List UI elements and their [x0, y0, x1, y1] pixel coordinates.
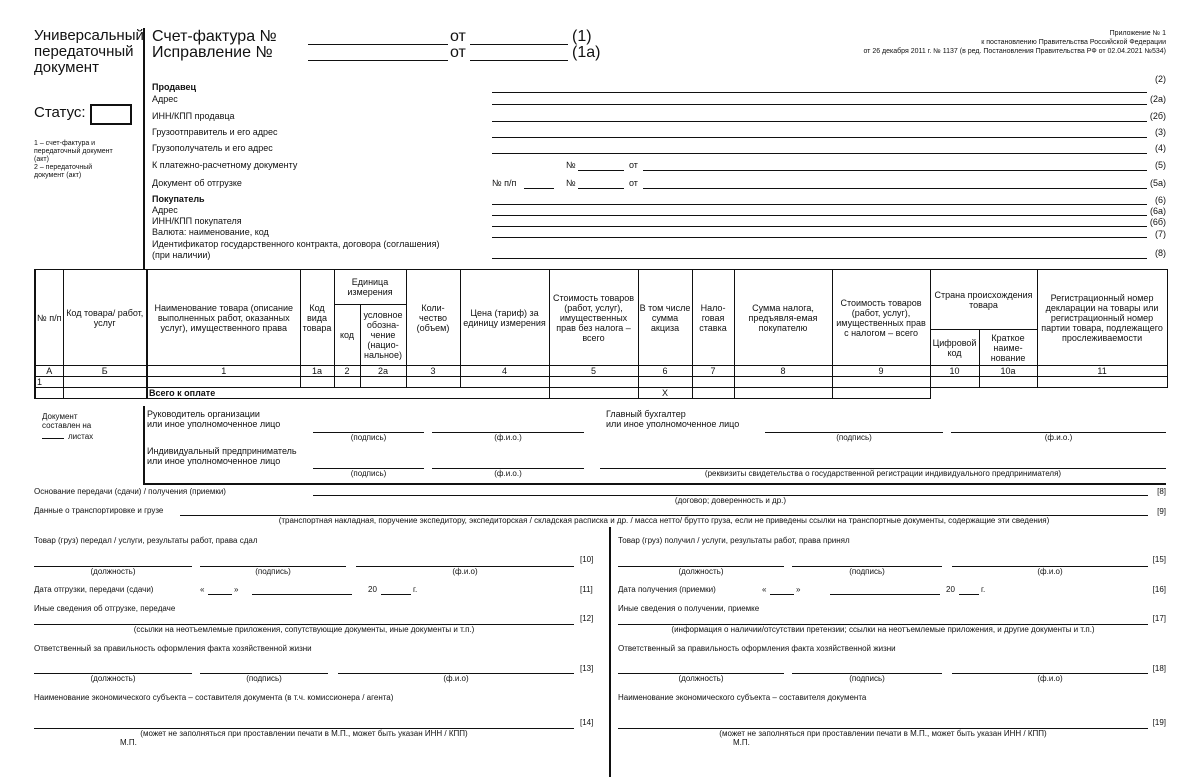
recv-sign-caption: (подпись)	[849, 567, 885, 576]
buyer-inn-line[interactable]	[492, 226, 1147, 227]
th-name: Наименование товара (описание выполненных работ, оказанных услуг), имущественного права	[147, 270, 300, 366]
table-cell[interactable]	[979, 377, 1037, 388]
handed-sign-caption: (подпись)	[255, 567, 291, 576]
payment-date-line[interactable]	[643, 170, 1147, 171]
total-cost-tax[interactable]	[832, 388, 930, 399]
recv-quote-open: «	[762, 585, 767, 594]
recv-resp-sign-caption: (подпись)	[849, 674, 885, 683]
code-6: (6)	[1155, 195, 1166, 205]
table-cell[interactable]	[300, 377, 334, 388]
th-country-code: Цифровой код	[930, 330, 979, 366]
seller-address-line[interactable]	[492, 104, 1147, 105]
code-8: (8)	[1155, 248, 1166, 258]
table-cell	[35, 388, 63, 399]
code-13: [13]	[580, 664, 594, 673]
payment-num-sign: №	[566, 160, 576, 170]
sheets-line[interactable]	[42, 438, 64, 439]
code-11: [11]	[580, 585, 593, 594]
th-excise: В том числе сумма акциза	[638, 270, 692, 366]
recv-other-caption: (информация о наличии/отсутствии претензии; ссылки на неотъемлемые приложения, и другие документы и т.п.)	[671, 625, 1095, 634]
recv-year-line[interactable]	[959, 594, 979, 595]
ship-year-prefix: 20	[368, 585, 377, 594]
code-7: (7)	[1155, 229, 1166, 239]
currency-line[interactable]	[492, 237, 1147, 238]
currency-label: Валюта: наименование, код	[152, 227, 269, 237]
status-note: 1 – счет-фактура и передаточный документ (акт) 2 – передаточный документ (акт)	[34, 140, 113, 179]
shipment-doc-label: Документ об отгрузке	[152, 178, 242, 188]
table-cell	[692, 388, 734, 399]
th-cost-no-tax: Стоимость товаров (работ, услуг), имущественных прав без налога – всего	[549, 270, 638, 366]
table-cell[interactable]	[360, 377, 406, 388]
recv-entity-caption: (может не заполняться при проставлении печати в М.П., может быть указан ИНН / КПП)	[719, 729, 1047, 738]
col-num: 1	[147, 366, 300, 377]
chief-acc-label: Главный бухгалтер или иное уполномоченное лицо	[606, 409, 740, 429]
entrepreneur-label: Индивидуальный предприниматель или иное уполномоченное лицо	[147, 446, 297, 466]
total-cost-no-tax[interactable]	[549, 388, 638, 399]
col-num: 11	[1037, 366, 1167, 377]
sign-bottom-line	[143, 483, 1166, 485]
buyer-inn-label: ИНН/КПП покупателя	[152, 216, 242, 226]
basis-caption: (договор; доверенность и др.)	[674, 496, 787, 505]
status-label: Статус:	[34, 104, 86, 121]
col-num: Б	[63, 366, 147, 377]
entr-reg-caption: (реквизиты свидетельства о государственной регистрации индивидуального предпринимателя)	[704, 469, 1062, 478]
chief-fio-caption: (ф.и.о.)	[1044, 433, 1073, 442]
col-num: 5	[549, 366, 638, 377]
ship-other-label: Иные сведения об отгрузке, передаче	[34, 604, 176, 613]
table-cell[interactable]	[63, 377, 147, 388]
ship-responsible-label: Ответственный за правильность оформления факта хозяйственной жизни	[34, 644, 312, 653]
ship-year-suffix: г.	[413, 585, 418, 594]
table-cell	[63, 388, 147, 399]
th-rate: Нало-говая ставка	[692, 270, 734, 366]
ship-day-line[interactable]	[208, 594, 232, 595]
consignor-label: Грузоотправитель и его адрес	[152, 127, 278, 137]
resp-pos-caption: (должность)	[90, 674, 136, 683]
handed-pos-caption: (должность)	[90, 567, 136, 576]
handed-fio-caption: (ф.и.о)	[452, 567, 478, 576]
total-x: X	[638, 388, 692, 399]
shipment-row-num: № п/п	[492, 178, 517, 188]
th-qty: Коли-чество (объем)	[406, 270, 460, 366]
invoice-number-line[interactable]	[308, 44, 448, 45]
recv-responsible-label: Ответственный за правильность оформления факта хозяйственной жизни	[618, 644, 896, 653]
col-num: 9	[832, 366, 930, 377]
table-cell[interactable]	[832, 377, 930, 388]
correction-from: от	[450, 44, 466, 61]
ship-other-caption: (ссылки на неотъемлемые приложения, сопутствующие документы, иные документы и т.п.)	[133, 625, 475, 634]
table-row	[35, 377, 1167, 388]
buyer-label: Покупатель	[152, 194, 205, 204]
col-num: 6	[638, 366, 692, 377]
recv-month-line[interactable]	[830, 594, 940, 595]
code-5a: (5а)	[1149, 178, 1166, 188]
code-14: [14]	[580, 718, 594, 727]
col-num: 10	[930, 366, 979, 377]
th-country-name: Краткое наиме-нование	[979, 330, 1037, 366]
entity-caption: (может не заполняться при проставлении печати в М.П., может быть указан ИНН / КПП)	[140, 729, 468, 738]
head-fio-caption: (ф.и.о.)	[494, 433, 522, 442]
code-6a: (6а)	[1149, 206, 1166, 216]
th-tax-sum: Сумма налога, предъявля-емая покупателю	[734, 270, 832, 366]
shipment-num-line[interactable]	[578, 188, 624, 189]
recv-entity-label: Наименование экономического субъекта – составителя документа	[618, 693, 867, 702]
invoice-from: от	[450, 28, 466, 45]
code-6b: (6б)	[1149, 217, 1166, 227]
col-num: 7	[692, 366, 734, 377]
col-num: 8	[734, 366, 832, 377]
recv-year-suffix: г.	[981, 585, 986, 594]
transport-label: Данные о транспортировке и грузе	[34, 506, 164, 515]
total-label: Всего к оплате	[147, 388, 549, 399]
code-1a: (1а)	[572, 44, 601, 61]
seller-label: Продавец	[152, 82, 197, 92]
code-8b: [8]	[1157, 487, 1166, 496]
doc-compiled: Документ составлен на	[42, 412, 92, 430]
goods-table	[34, 269, 1168, 399]
entr-fio-caption: (ф.и.о.)	[494, 469, 522, 478]
recv-resp-pos-caption: (должность)	[678, 674, 724, 683]
code-2: (2)	[1155, 74, 1166, 84]
col-num: 2а	[360, 366, 406, 377]
seller-inn-label: ИНН/КПП продавца	[152, 111, 235, 121]
recv-other-label: Иные сведения о получении, приемке	[618, 604, 760, 613]
code-9: [9]	[1157, 507, 1166, 516]
recv-quote-close: »	[796, 585, 801, 594]
header-divider	[143, 28, 145, 269]
buyer-line[interactable]	[492, 204, 1147, 205]
th-unit-name: условное обозна-чение (нацио-нальное)	[360, 305, 406, 366]
table-cell[interactable]	[692, 377, 734, 388]
payment-num-line[interactable]	[578, 170, 624, 171]
shipment-row-line[interactable]	[524, 188, 554, 189]
code-2b: (2б)	[1149, 111, 1166, 121]
col-num: 2	[334, 366, 360, 377]
contract-id-line[interactable]	[492, 258, 1147, 259]
th-reg: Регистрационный номер декларации на товары или регистрационный номер партии товара, подлежащего прослеживаемости	[1037, 270, 1167, 366]
head-org-label: Руководитель организации или иное уполномоченное лицо	[147, 409, 281, 429]
recv-date-label: Дата получения (приемки)	[618, 585, 716, 594]
correction-label: Исправление №	[152, 44, 273, 61]
table-cell[interactable]	[460, 377, 549, 388]
th-price: Цена (тариф) за единицу измерения	[460, 270, 549, 366]
total-row	[35, 388, 1167, 399]
payment-from: от	[629, 160, 638, 170]
seller-line[interactable]	[492, 92, 1147, 93]
recv-year-prefix: 20	[946, 585, 955, 594]
col-num: 10а	[979, 366, 1037, 377]
recv-resp-fio-caption: (ф.и.о)	[1037, 674, 1063, 683]
th-kind: Код вида товара	[300, 270, 334, 366]
resp-fio-caption: (ф.и.о)	[443, 674, 469, 683]
code-19: [19]	[1152, 718, 1166, 727]
buyer-address-label: Адрес	[152, 205, 178, 215]
entr-sign-caption: (подпись)	[350, 469, 387, 478]
handed-label: Товар (груз) передал / услуги, результаты работ, права сдал	[34, 536, 258, 545]
table-cell[interactable]	[406, 377, 460, 388]
col-num: 1а	[300, 366, 334, 377]
contract-id-label: Идентификатор государственного контракта, договора (соглашения) (при наличии)	[152, 239, 440, 260]
code-3: (3)	[1155, 127, 1166, 137]
code-2a: (2а)	[1149, 94, 1166, 104]
code-5: (5)	[1155, 160, 1166, 170]
appendix-note: Приложение № 1 к постановлению Правительства Российской Федерации от 26 декабря 2011 г. № 1137 (в ред. Постановления Правительства РФ от 02.04.2021 №534)	[863, 30, 1166, 55]
code-1: (1)	[572, 28, 592, 45]
col-num: А	[35, 366, 63, 377]
correction-date-line[interactable]	[470, 60, 568, 61]
row-number: 1	[35, 377, 63, 388]
buyer-address-line[interactable]	[492, 215, 1147, 216]
ship-quote-open: «	[200, 585, 205, 594]
table-cell	[930, 388, 1167, 399]
th-unit: Единица измерения	[334, 270, 406, 305]
code-17: [17]	[1152, 614, 1166, 623]
payment-doc-label: К платежно-расчетному документу	[152, 160, 298, 170]
table-cell[interactable]	[638, 377, 692, 388]
entity-label: Наименование экономического субъекта – составителя документа (в т.ч. комиссионера / агента)	[34, 693, 394, 702]
status-box[interactable]	[90, 104, 132, 125]
shipment-date-line[interactable]	[643, 188, 1147, 189]
table-cell[interactable]	[1037, 377, 1167, 388]
table-cell[interactable]	[147, 377, 300, 388]
left-mp: М.П.	[120, 738, 137, 747]
th-cost-tax: Стоимость товаров (работ, услуг), имущественных прав с налогом – всего	[832, 270, 930, 366]
correction-number-line[interactable]	[308, 60, 448, 61]
th-code: Код товара/ работ, услуг	[63, 270, 147, 366]
table-cell[interactable]	[930, 377, 979, 388]
chief-sign-caption: (подпись)	[836, 433, 872, 442]
sign-divider	[143, 406, 145, 484]
right-mp: М.П.	[733, 738, 750, 747]
code-12: [12]	[580, 614, 594, 623]
total-tax-sum[interactable]	[734, 388, 832, 399]
th-country: Страна происхождения товара	[930, 270, 1037, 330]
code-16: [16]	[1152, 585, 1166, 594]
invoice-date-line[interactable]	[470, 44, 568, 45]
table-cell[interactable]	[334, 377, 360, 388]
seller-inn-line[interactable]	[492, 121, 1147, 122]
resp-sign-caption: (подпись)	[246, 674, 282, 683]
transport-caption: (транспортная накладная, поручение экспедитору, экспедиторская / складская расписка и др. / масса нетто/ брутто груза, если не приведены ссылки на транспортные документы, содержащие эти сведения)	[278, 516, 1050, 525]
code-4: (4)	[1155, 143, 1166, 153]
table-cell[interactable]	[549, 377, 638, 388]
ship-quote-close: »	[234, 585, 239, 594]
col-num: 4	[460, 366, 549, 377]
invoice-label: Счет-фактура №	[152, 28, 277, 45]
received-label: Товар (груз) получил / услуги, результаты работ, права принял	[618, 536, 850, 545]
basis-label: Основание передачи (сдачи) / получения (приемки)	[34, 487, 226, 496]
consignee-line[interactable]	[492, 153, 1147, 154]
ship-month-line[interactable]	[252, 594, 352, 595]
head-sign-caption: (подпись)	[350, 433, 387, 442]
consignor-line[interactable]	[492, 137, 1147, 138]
consignee-label: Грузополучатель и его адрес	[152, 143, 273, 153]
col-num: 3	[406, 366, 460, 377]
code-18: [18]	[1152, 664, 1166, 673]
shipment-from: от	[629, 178, 638, 188]
recv-pos-caption: (должность)	[678, 567, 724, 576]
th-npp: № п/п	[35, 270, 63, 366]
table-cell[interactable]	[734, 377, 832, 388]
code-10: [10]	[580, 555, 594, 564]
th-unit-code: код	[334, 305, 360, 366]
code-15: [15]	[1152, 555, 1166, 564]
recv-fio-caption: (ф.и.о)	[1037, 567, 1063, 576]
sheets-label: листах	[68, 432, 94, 441]
ship-year-line[interactable]	[381, 594, 411, 595]
center-divider	[609, 527, 611, 777]
shipment-num-sign: №	[566, 178, 576, 188]
ship-date-label: Дата отгрузки, передачи (сдачи)	[34, 585, 154, 594]
doc-title: Универсальный передаточный документ	[34, 27, 144, 76]
recv-day-line[interactable]	[770, 594, 794, 595]
seller-address-label: Адрес	[152, 94, 178, 104]
